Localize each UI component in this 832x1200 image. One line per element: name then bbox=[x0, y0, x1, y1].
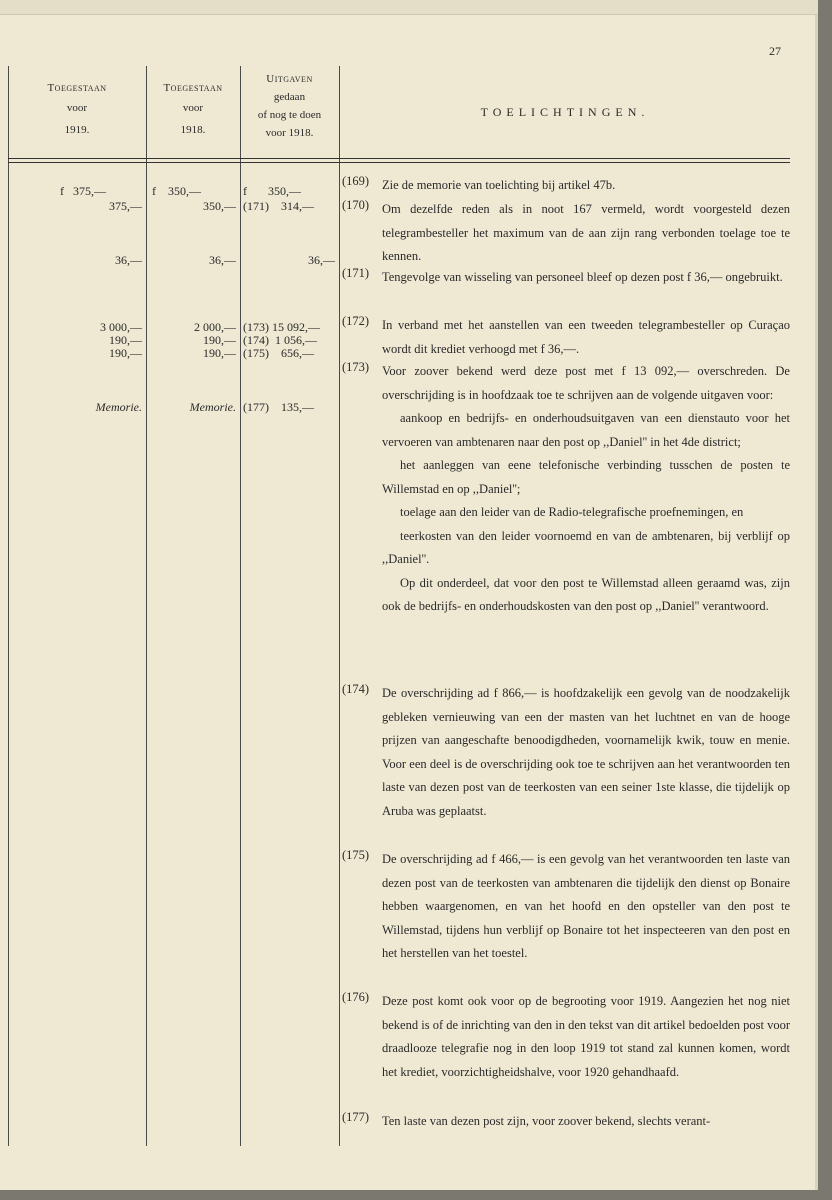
note-text bbox=[382, 360, 790, 619]
amount-cell: 375,— bbox=[109, 199, 142, 213]
note-text bbox=[382, 266, 790, 290]
header-rule bbox=[8, 158, 790, 159]
header-label: gedaan bbox=[273, 91, 306, 103]
note-paragraph: Deze post komt ook voor op de begrooting voor 1919. Aangezien het nog niet bekend is of de inrichting van den in den tekst van dit artikel bedoelden post voor draadlooze telegrafie nog in den loop 1919 tot stand zal kunnen komen, wordt het krediet, voorzichtigheidshalve, voor 1920 gehandhaafd. bbox=[382, 994, 790, 1079]
note-label: (172) bbox=[342, 314, 370, 328]
note-text bbox=[382, 682, 790, 823]
note-paragraph: Zie de memorie van toelichting bij artikel 47b. bbox=[382, 178, 616, 192]
note-label: (177) bbox=[342, 1110, 370, 1124]
amount-cell: 350,— bbox=[203, 199, 236, 213]
note-label: (170) bbox=[342, 198, 370, 212]
amount-cell: (174) 1 056,— bbox=[243, 333, 317, 347]
note-paragraph: Ten laste van dezen post zijn, voor zoover bekend, slechts verant- bbox=[382, 1114, 711, 1128]
column-rule bbox=[146, 66, 147, 1146]
amount-cell: 36,— bbox=[209, 253, 236, 267]
note-paragraph: In verband met het aanstellen van een tweeden telegrambesteller op Curaçao wordt dit krediet verhoogd met f 36,—. bbox=[382, 318, 790, 356]
note-label: (176) bbox=[342, 990, 370, 1004]
header-label: voor bbox=[182, 102, 204, 114]
amount-cell: 190,— bbox=[109, 346, 142, 360]
note-label: (169) bbox=[342, 174, 370, 188]
note-label: (175) bbox=[342, 848, 370, 862]
page-number: 27 bbox=[769, 44, 781, 58]
column-rule bbox=[240, 66, 241, 1146]
header-year: 1918. bbox=[180, 124, 206, 136]
note-paragraph: Tengevolge van wisseling van personeel bleef op dezen post f 36,— ongebruikt. bbox=[382, 270, 783, 284]
column-rule bbox=[339, 66, 340, 1146]
note-paragraph: De overschrijding ad f 866,— is hoofdzakelijk een gevolg van de noodzakelijk gebleken vernieuwing van een der masten van het luchtnet en van de hooge prijzen van aangeschafte benoodigdheden, voornamelijk kwik, touw en menie. Voor een deel is de overschrijding ook toe te schrijven aan het verantwoorden ten laste van dezen post van de teerkosten van een seiner 1ste klasse, die tijdelijk op Aruba was geplaatst. bbox=[382, 686, 790, 818]
header-label: voor 1918. bbox=[265, 127, 314, 139]
page-top-edge bbox=[0, 0, 818, 15]
amount-cell: (175) 656,— bbox=[243, 346, 314, 360]
note-paragraph: aankoop en bedrijfs- en onderhoudsuitgaven van een dienstauto voor het vervoeren van ambtenaren naar den post op ,,Daniel'' in het 4de district; bbox=[382, 411, 790, 449]
note-text bbox=[382, 848, 790, 966]
note-paragraph: De overschrijding ad f 466,— is een gevolg van het verantwoorden ten laste van dezen post van de teerkosten van ambtenaren die tijdelijk den dienst op Bonaire hebben waargenomen, en van het hoofd en den opsteller van den post te Willemstad, tijdens hun verblijf op Bonaire tot het inspecteeren van den post en het herstellen van het toestel. bbox=[382, 852, 790, 960]
column-rule bbox=[8, 66, 9, 1146]
note-paragraph: het aanleggen van eene telefonische verbinding tusschen de posten te Willemstad en op ,,Daniel''; bbox=[382, 458, 790, 496]
note-text bbox=[382, 174, 790, 198]
amount-cell: (173) 15 092,— bbox=[243, 320, 320, 334]
note-paragraph: Voor zoover bekend werd deze post met f 13 092,— overschreden. De overschrijding is in hoofdzaak toe te schrijven aan de volgende uitgaven voor: bbox=[382, 364, 790, 402]
amount-cell: Memorie. bbox=[189, 400, 236, 414]
amount-cell: Memorie. bbox=[95, 400, 142, 414]
note-label: (173) bbox=[342, 360, 370, 374]
note-paragraph: Om dezelfde reden als in noot 167 vermeld, wordt voorgesteld dezen telegrambesteller het maximum van de aan zijn rang verbonden toelage toe te kennen. bbox=[382, 202, 790, 263]
note-paragraph: Op dit onderdeel, dat voor den post te Willemstad alleen geraamd was, zijn ook de bedrijfs- en onderhoudskosten van den post op ,,Daniel'' verantwoord. bbox=[382, 575, 790, 613]
header-label: Uitgaven bbox=[266, 73, 313, 85]
note-paragraph: teerkosten van den leider voornoemd en van de ambtenaren, bij verblijf op ,,Daniel''. bbox=[382, 528, 790, 566]
note-text bbox=[382, 990, 790, 1084]
amount-cell: f 350,— bbox=[152, 184, 201, 198]
note-paragraph: toelage aan den leider van de Radio-telegrafische proefnemingen, en bbox=[400, 505, 744, 519]
amount-cell: 36,— bbox=[308, 253, 335, 267]
note-label: (171) bbox=[342, 266, 370, 280]
column-header-uitgaven bbox=[240, 70, 339, 142]
amount-cell: 2 000,— bbox=[194, 320, 236, 334]
header-label: Toegestaan bbox=[163, 82, 223, 94]
header-label: of nog te doen bbox=[257, 109, 322, 121]
column-header-toelichtingen: TOELICHTINGEN. bbox=[480, 105, 650, 119]
note-text bbox=[382, 314, 790, 361]
amount-cell: (177) 135,— bbox=[243, 400, 314, 414]
amount-cell: 3 000,— bbox=[100, 320, 142, 334]
header-label: Toegestaan bbox=[47, 82, 107, 94]
note-label: (174) bbox=[342, 682, 370, 696]
column-header-1918 bbox=[146, 78, 240, 140]
amount-cell: f 375,— bbox=[60, 184, 106, 198]
header-year: 1919. bbox=[64, 124, 90, 136]
column-header-1919 bbox=[8, 78, 146, 140]
header-rule bbox=[8, 162, 790, 163]
note-text bbox=[382, 198, 790, 269]
amount-cell: 190,— bbox=[203, 333, 236, 347]
note-text bbox=[382, 1110, 790, 1134]
header-label: voor bbox=[66, 102, 88, 114]
amount-cell: (171) 314,— bbox=[243, 199, 314, 213]
amount-cell: 190,— bbox=[109, 333, 142, 347]
amount-cell: f 350,— bbox=[243, 184, 301, 198]
amount-cell: 190,— bbox=[203, 346, 236, 360]
amount-cell: 36,— bbox=[115, 253, 142, 267]
